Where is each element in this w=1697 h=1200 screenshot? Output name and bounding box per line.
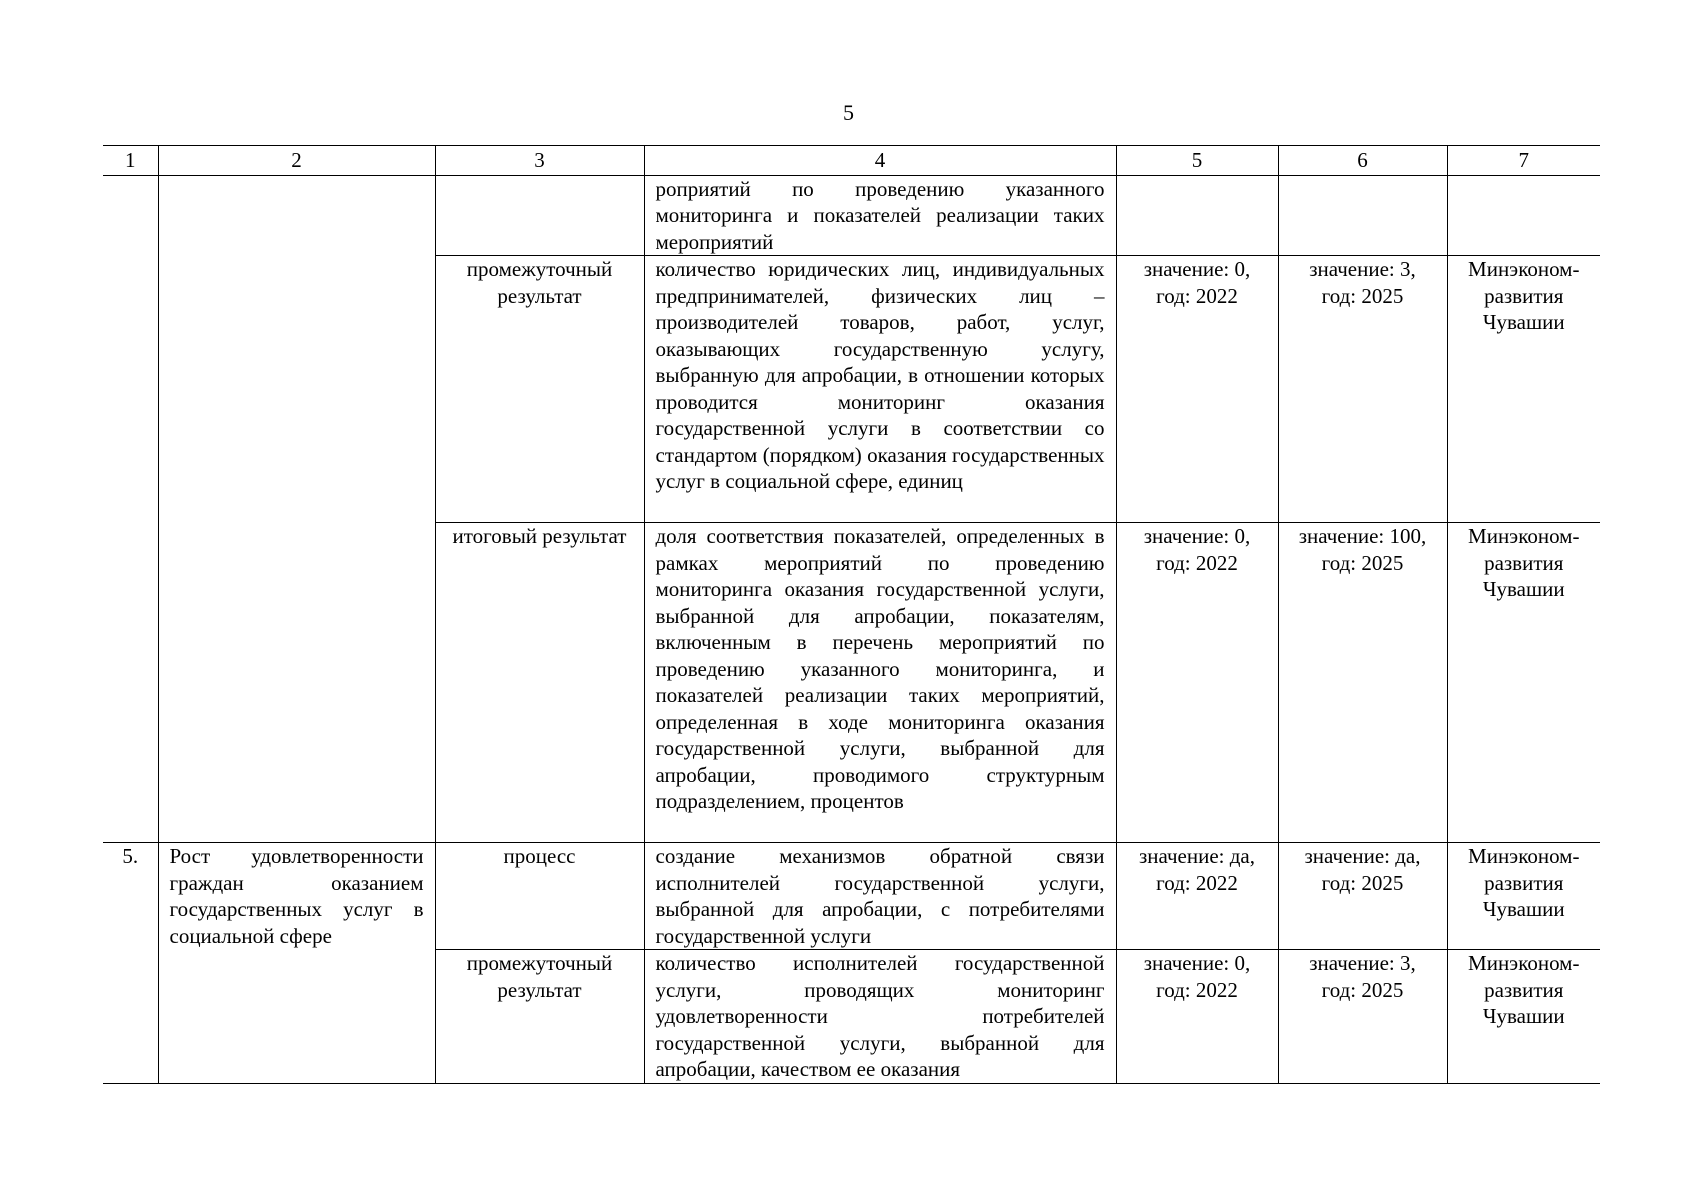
result-type-cell: промежуточный результат [435,256,644,523]
column-number: 6 [1278,146,1447,176]
result-type-cell: промежуточный результат [435,950,644,1084]
column-number: 7 [1447,146,1600,176]
row-number-cell [103,175,158,256]
column-number: 1 [103,146,158,176]
responsible-cell: Минэконом-развития Чувашии [1447,950,1600,1084]
row-number-cell [103,523,158,843]
base-value-cell: значение: 0, год: 2022 [1116,523,1278,843]
goal-cell [158,256,435,523]
column-number: 3 [435,146,644,176]
table-row [103,175,1600,256]
target-value-cell: значение: 3, год: 2025 [1278,256,1447,523]
result-type-cell: итоговый результат [435,523,644,843]
indicator-cell: роприятий по проведению указанного мониторинга и показателей реализации таких мероприятий [644,175,1116,256]
column-number: 5 [1116,146,1278,176]
indicator-cell: создание механизмов обратной связи исполнителей государственной услуги, выбранной для апробации, с потребителями государственной услуги [644,843,1116,950]
column-number: 2 [158,146,435,176]
column-number: 4 [644,146,1116,176]
row-number-cell: 5. [103,843,158,950]
base-value-cell [1116,175,1278,256]
indicator-cell: доля соответствия показателей, определенных в рамках мероприятий по проведению мониторинга оказания государственной услуги, выбранной для апробации, показателям, включенным в перечень мероприятий по проведению указанного мониторинга, и показателей реализации таких мероприятий, определенная в ходе мониторинга оказания государственной услуги, выбранной для апробации, проводимого структурным подразделением, процентов [644,523,1116,843]
target-value-cell [1278,175,1447,256]
table-row [103,843,1600,950]
target-value-cell: значение: 3, год: 2025 [1278,950,1447,1084]
responsible-cell: Минэконом-развития Чувашии [1447,256,1600,523]
table-row [103,523,1600,843]
goal-cell [158,950,435,1084]
result-type-cell [435,175,644,256]
responsible-cell [1447,175,1600,256]
indicator-cell: количество юридических лиц, индивидуальных предпринимателей, физических лиц – производителей товаров, работ, услуг, оказывающих государственную услугу, выбранную для апробации, в отношении которых проводится мониторинг оказания государственной услуги в соответствии со стандартом (порядком) оказания государственных услуг в социальной сфере, единиц [644,256,1116,523]
responsible-cell: Минэконом-развития Чувашии [1447,843,1600,950]
row-number-cell [103,950,158,1084]
target-value-cell: значение: 100, год: 2025 [1278,523,1447,843]
row-number-cell [103,256,158,523]
goal-cell: Рост удовлетворенности граждан оказанием государственных услуг в социальной сфере [158,843,435,950]
table-row [103,950,1600,1084]
base-value-cell: значение: 0, год: 2022 [1116,256,1278,523]
page-number: 5 [843,100,854,125]
column-number-header [103,146,1600,176]
target-value-cell: значение: да, год: 2025 [1278,843,1447,950]
responsible-cell: Минэконом-развития Чувашии [1447,523,1600,843]
table-row [103,256,1600,523]
result-type-cell: процесс [435,843,644,950]
indicators-table [103,145,1600,1084]
goal-cell [158,175,435,256]
base-value-cell: значение: да, год: 2022 [1116,843,1278,950]
indicator-cell: количество исполнителей государственной услуги, проводящих мониторинг удовлетворенности потребителей государственной услуги, выбранной для апробации, качеством ее оказания [644,950,1116,1084]
goal-cell [158,523,435,843]
base-value-cell: значение: 0, год: 2022 [1116,950,1278,1084]
